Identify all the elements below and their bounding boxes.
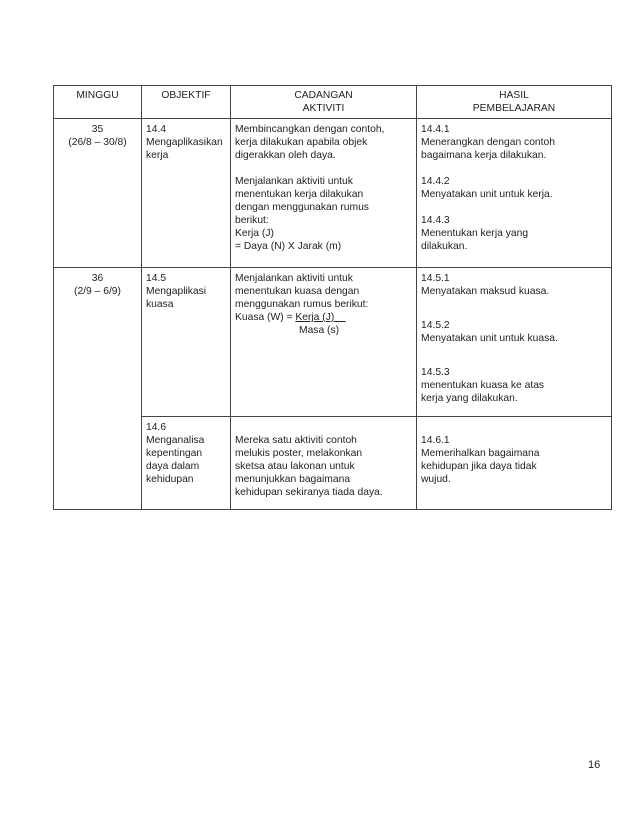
outcome-item: 14.5.1 Menyatakan maksud kuasa.	[421, 273, 550, 297]
outcome-item: 14.4.1 Menerangkan dengan contoh bagaimana kerja dilakukan.	[421, 124, 555, 161]
formula-denominator: Masa (s)	[299, 325, 340, 336]
week-dates: (2/9 – 6/9)	[74, 286, 121, 297]
week-number: 36	[91, 273, 104, 284]
week-number: 35	[91, 124, 104, 135]
activity-cell	[231, 417, 417, 510]
activity-cell	[231, 268, 417, 417]
activity-cell	[231, 119, 417, 268]
outcome-cell	[417, 417, 612, 510]
activity-paragraph: Menjalankan aktiviti untuk menentukan kerja dilakukan dengan menggunakan rumus berikut: Kerja (J) = Daya (N) X Jarak (m)	[235, 176, 369, 252]
table-header-row	[54, 86, 612, 119]
activity-paragraph: Menjalankan aktiviti untuk menentukan kuasa dengan menggunakan rumus berikut: Kuasa (W) = Kerja (J) Masa (s)	[235, 272, 412, 337]
header-objektif: OBJEKTIF	[142, 86, 231, 119]
objective-cell: 14.6 Menganalisa kepentingan daya dalam kehidupan	[142, 417, 231, 510]
outcome-item: 14.5.3 menentukan kuasa ke atas kerja yang dilakukan.	[421, 367, 545, 404]
outcome-cell	[417, 119, 612, 268]
table-row	[54, 119, 612, 268]
formula-numerator: Kerja (J)	[295, 312, 335, 323]
activity-paragraph: Membincangkan dengan contoh, kerja dilakukan apabila objek digerakkan oleh daya.	[235, 124, 385, 161]
week-cell	[54, 119, 142, 268]
week-cell	[54, 268, 142, 510]
table-row	[54, 268, 612, 417]
outcome-item: 14.4.2 Menyatakan unit untuk kerja.	[421, 176, 553, 200]
outcome-item: 14.6.1 Memerihalkan bagaimana kehidupan jika daya tidak wujud.	[421, 435, 540, 485]
outcome-item: 14.4.3 Menentukan kerja yang dilakukan.	[421, 215, 529, 252]
objective-cell: 14.4 Mengaplikasikan kerja	[142, 119, 231, 268]
outcome-item: 14.5.2 Menyatakan unit untuk kuasa.	[421, 320, 558, 344]
activity-paragraph: Mereka satu aktiviti contoh melukis poster, melakonkan sketsa atau lakonan untuk menunjukkan bagaimana kehidupan sekiranya tiada daya.	[235, 435, 383, 498]
objective-cell: 14.5 Mengaplikasi kuasa	[142, 268, 231, 417]
power-formula: Kuasa (W) = Kerja (J)	[235, 312, 335, 323]
header-cadangan-aktiviti: CADANGAN AKTIVITI	[231, 86, 417, 119]
header-hasil-pembelajaran: HASIL PEMBELAJARAN	[417, 86, 612, 119]
lesson-plan-table	[53, 85, 612, 510]
header-minggu: MINGGU	[54, 86, 142, 119]
outcome-cell	[417, 268, 612, 417]
page-number: 16	[588, 759, 601, 771]
week-dates: (26/8 – 30/8)	[68, 137, 127, 148]
